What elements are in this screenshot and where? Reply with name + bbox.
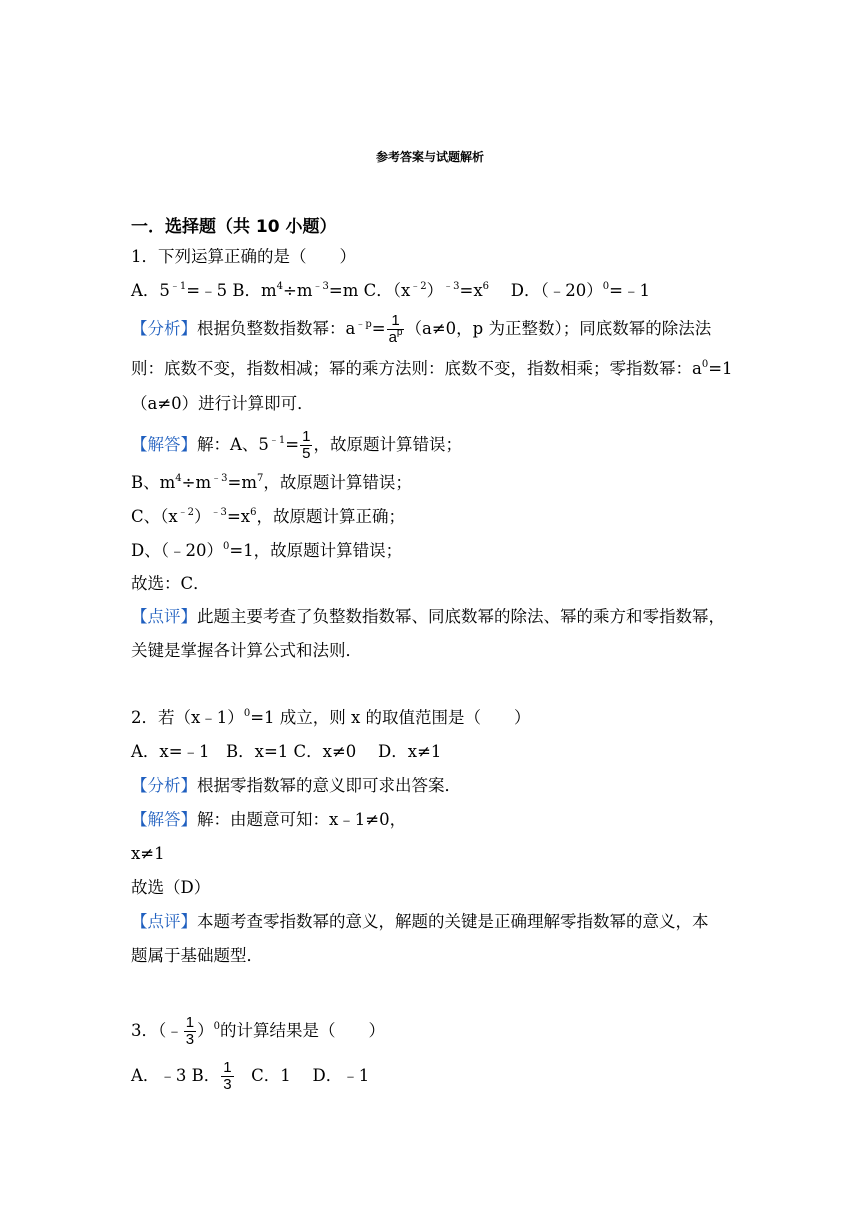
comment-tag: 【点评】 — [131, 912, 197, 931]
q2-options: A．x=﹣1 B．x=1 C．x≠0 D．x≠1 — [131, 742, 442, 761]
comment-tag: 【点评】 — [131, 607, 197, 626]
fraction: $\frac{1}{3}$ — [185, 1014, 195, 1048]
document-title: 参考答案与试题解析 — [375, 150, 484, 164]
q1-comment-line-1: 【点评】此题主要考查了负整数指数幂、同底数幂的除法、幂的乘方和零指数幂， — [131, 607, 725, 626]
analysis-tag: 【分析】 — [131, 776, 197, 795]
analysis-tag: 【分析】 — [131, 319, 197, 338]
q1-analysis-line-1: 【分析】根据负整数指数幂：$a^{﹣p}=$ $\frac{1}{a^p}$ （a≠0，p 为正整数）；同底数幂的除法法 — [131, 312, 712, 346]
q2-stem: 2．若（x﹣1）$^0$=1 成立，则 x 的取值范围是（ ） — [131, 708, 531, 727]
q2-analysis: 【分析】根据零指数幂的意义即可求出答案． — [131, 776, 461, 795]
q2-comment-line-1: 【点评】本题考查零指数幂的意义，解题的关键是正确理解零指数幂的意义，本 — [131, 912, 709, 931]
q1-answer-d: D、（﹣20）$^0$=1，故原题计算错误； — [131, 541, 403, 560]
q2-answer-line-2: x≠1 — [131, 844, 165, 863]
q1-answer-a: 【解答】解：A、$5^{﹣1}=$ $\frac{1}{5}$ ，故原题计算错误； — [131, 428, 462, 462]
answer-tag: 【解答】 — [131, 435, 197, 454]
q3-stem: 3．（﹣ $\frac{1}{3}$ ）$^0$的计算结果是（ ） — [131, 1014, 385, 1048]
q3-options: A．﹣3 B． $\frac{1}{3}$ C．1 D．﹣1 — [131, 1059, 370, 1093]
q1-options: A．$5^{﹣1}=﹣5$ B．$m^4\div m^{﹣3}=m$ C．$(x^{﹣2})^{﹣3}=x^6$ D．（﹣20）$^0$=﹣1 — [131, 281, 650, 300]
q2-comment-line-2: 题属于基础题型． — [131, 946, 263, 965]
fraction: $\frac{1}{5}$ — [302, 428, 311, 462]
q1-answer-b: B、$m^4\div m^{﹣3}=m^7$，故原题计算错误； — [131, 473, 412, 492]
q1-choose: 故选：C． — [131, 574, 210, 593]
fraction: $\frac{1}{a^p}$ — [388, 312, 403, 346]
q2-choose: 故选（D） — [131, 878, 211, 897]
q2-answer-line-1: 【解答】解：由题意可知：x﹣1≠0， — [131, 810, 407, 829]
q1-comment-line-2: 关键是掌握各计算公式和法则． — [131, 641, 362, 660]
fraction: $\frac{1}{3}$ — [223, 1059, 232, 1093]
section-heading: 一．选择题（共 10 小题） — [131, 217, 337, 237]
q1-analysis-line-3: （a≠0）进行计算即可． — [131, 394, 314, 413]
q1-answer-c: C、$(x^{﹣2})^{﹣3}=x^6$，故原题计算正确； — [131, 507, 405, 526]
q1-analysis-line-2: 则：底数不变，指数相减；幂的乘方法则：底数不变，指数相乘；零指数幂：$a^0=1$ — [131, 359, 733, 378]
answer-tag: 【解答】 — [131, 810, 197, 829]
q1-stem: 1．下列运算正确的是（ ） — [131, 247, 356, 266]
